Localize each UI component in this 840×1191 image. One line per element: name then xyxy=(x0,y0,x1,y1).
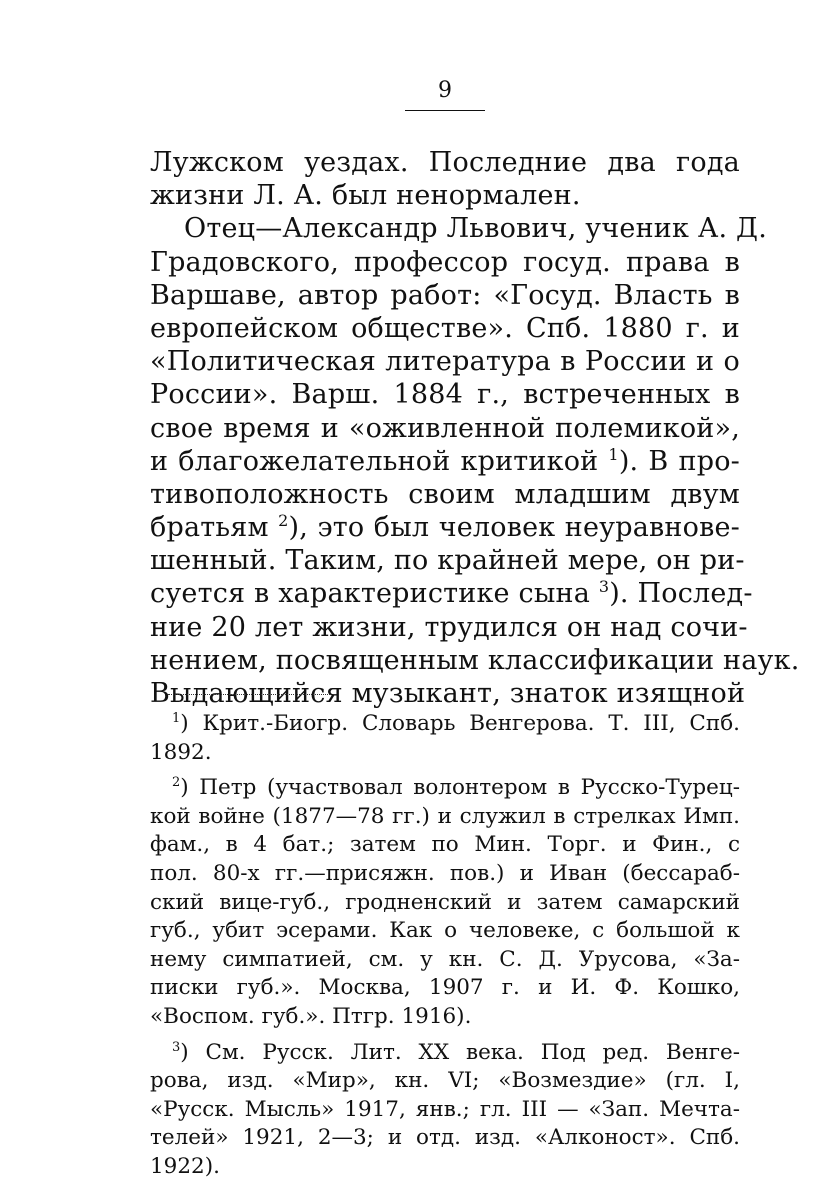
footnote-2-line: кой войне (1877—78 гг.) и служил в стрелках Имп. xyxy=(150,803,740,829)
page-number: 9 xyxy=(438,78,452,103)
footnote-1-line: 1892. xyxy=(150,739,212,765)
text-line xyxy=(150,445,740,478)
text-segment: суется в характеристике сына xyxy=(150,578,591,610)
footnote-text: ) Крит.-Биогр. Словарь Венгерова. Т. III, Спб. xyxy=(180,711,740,736)
footnote-2-line: губ., убит эсерами. Как о человеке, с большой к xyxy=(150,918,740,944)
footnote-text: ) Петр (участвовал волонтером в Русско-Турец- xyxy=(180,775,740,801)
footnotes xyxy=(150,710,740,1182)
footnote-1-line xyxy=(150,710,740,739)
footnote-separator xyxy=(168,694,330,695)
text-line: Выдающийся музыкант, знаток изящной xyxy=(150,678,746,709)
header-rule xyxy=(405,110,485,111)
footnote-3-line: 1922). xyxy=(150,1153,220,1179)
footnote-2-line: нему симпатией, см. у кн. С. Д. Урусова, «За- xyxy=(150,946,740,972)
text-line: Отец—Александр Львович, ученик А. Д. xyxy=(184,213,767,245)
footnote-ref-2[interactable]: 2 xyxy=(278,511,289,531)
footnote-marker-1: 1 xyxy=(172,711,181,726)
text-line: жизни Л. А. был ненормален. xyxy=(150,180,581,212)
footnote-2-line xyxy=(150,774,740,803)
footnote-marker-2: 2 xyxy=(172,775,181,791)
footnote-2-line: пол. 80-х гг.—присяжн. пов.) и Иван (бессараб- xyxy=(150,860,740,886)
footnote-2-line: фам., в 4 бат.; затем по Мин. Торг. и Фин., с xyxy=(150,832,740,858)
text-line: Варшаве, автор работ: «Госуд. Власть в xyxy=(150,279,740,311)
text-segment: ). Послед- xyxy=(609,578,753,610)
text-line: свое время и «оживленной полемикой», xyxy=(150,412,740,444)
footnote-ref-3[interactable]: 3 xyxy=(598,577,610,597)
text-line: тивоположность своим младшим двум xyxy=(150,478,740,510)
text-line xyxy=(150,577,753,610)
footnote-text: ) См. Русск. Лит. XX века. Под ред. Венге- xyxy=(180,1039,740,1065)
text-segment: и благожелательной критикой xyxy=(150,445,599,477)
footnote-2-line: «Воспом. губ.». Птгр. 1916). xyxy=(150,1003,472,1029)
text-line: нением, посвященным классификации наук. xyxy=(150,644,800,676)
text-line: шенный. Таким, по крайней мере, он ри- xyxy=(150,545,745,577)
footnote-3-line: рова, изд. «Мир», кн. VI; «Возмездие» (гл. I, xyxy=(150,1068,740,1094)
main-text xyxy=(150,146,800,710)
footnote-marker-3: 3 xyxy=(172,1039,181,1055)
text-line: европейском обществе». Спб. 1880 г. и xyxy=(150,312,740,344)
text-segment: ), это был человек неуравнове- xyxy=(288,512,740,544)
book-page xyxy=(150,70,800,1179)
text-line: Градовского, профессор госуд. права в xyxy=(150,246,740,278)
text-line: Лужском уездах. Последние два года xyxy=(150,147,740,178)
footnote-3-line: «Русск. Мысль» 1917, янв.; гл. III — «Зап. Мечта- xyxy=(150,1096,740,1122)
footnote-3-line: телей» 1921, 2—3; и отд. изд. «Алконост». Спб. xyxy=(150,1125,740,1151)
text-line: «Политическая литература в России и о xyxy=(150,346,740,378)
text-line: ние 20 лет жизни, трудился он над сочи- xyxy=(150,611,748,643)
footnote-ref-1[interactable]: 1 xyxy=(608,444,619,464)
text-segment: ). В про- xyxy=(618,445,740,477)
footnote-2-line: писки губ.». Москва, 1907 г. и И. Ф. Кошко, xyxy=(150,975,740,1001)
text-segment: братьям xyxy=(150,512,269,544)
footnote-2-line: ский вице-губ., гродненский и затем самарский xyxy=(150,889,740,915)
footnote-3-line xyxy=(150,1039,740,1068)
text-line: России». Варш. 1884 г., встреченных в xyxy=(150,379,740,411)
text-line xyxy=(150,511,740,544)
